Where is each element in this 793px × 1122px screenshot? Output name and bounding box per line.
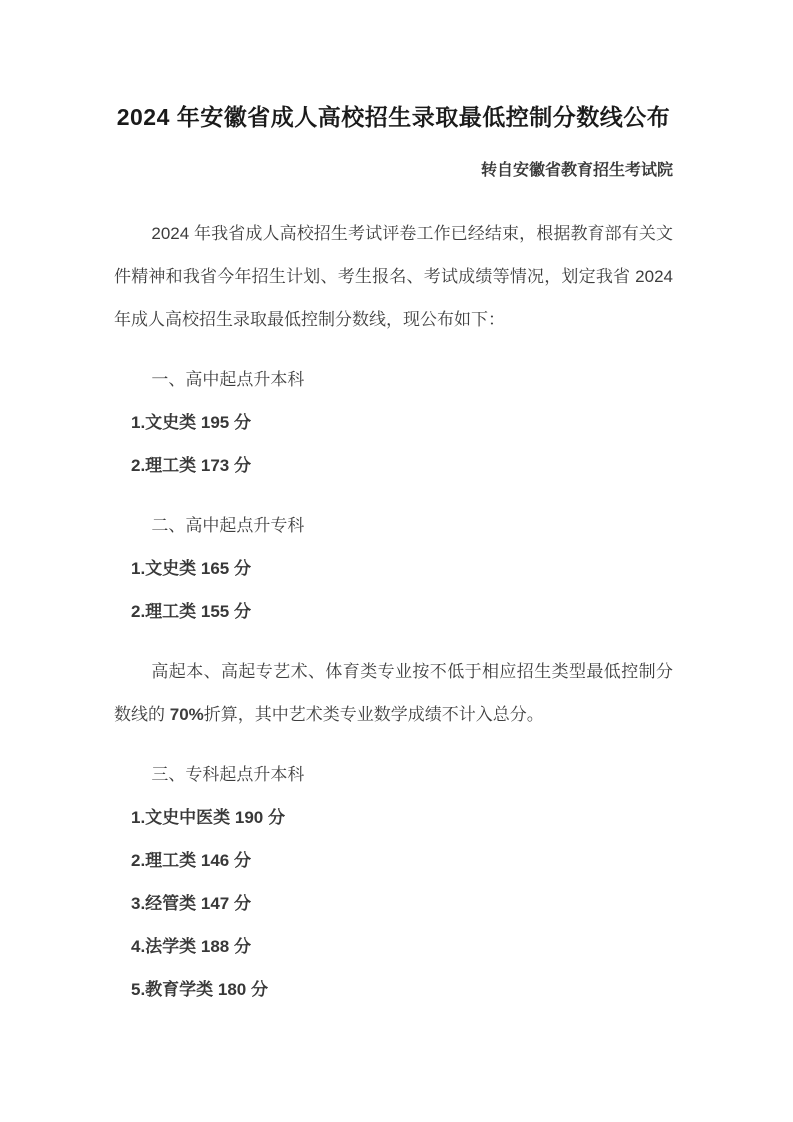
note-text-suffix: 折算，其中艺术类专业数学成绩不计入总分。 xyxy=(203,705,544,724)
section-heading-2: 二、高中起点升专科 xyxy=(151,516,305,535)
score-item: 2.理工类 146 分 xyxy=(131,851,251,870)
score-item: 5.教育学类 180 分 xyxy=(131,980,268,999)
score-item: 1.文史中医类 190 分 xyxy=(131,808,285,827)
score-item: 1.文史类 165 分 xyxy=(131,559,251,578)
note-paragraph xyxy=(114,650,673,736)
score-item: 2.理工类 155 分 xyxy=(131,602,251,621)
note-text-prefix: 高起本、高起专艺术、体育类专业按不低于相应招生类型最低控制分数线的 xyxy=(114,662,673,724)
attribution-line: 转自安徽省教育招生考试院 xyxy=(480,162,673,179)
score-item: 2.理工类 173 分 xyxy=(131,456,251,475)
document-title: 2024 年安徽省成人高校招生录取最低控制分数线公布 xyxy=(116,104,671,130)
score-item: 1.文史类 195 分 xyxy=(131,413,251,432)
section-heading-1: 一、高中起点升本科 xyxy=(151,370,305,389)
section-heading-3: 三、专科起点升本科 xyxy=(151,765,305,784)
score-item: 3.经管类 147 分 xyxy=(131,894,251,913)
score-item: 4.法学类 188 分 xyxy=(131,937,251,956)
intro-paragraph: 2024 年我省成人高校招生考试评卷工作已经结束，根据教育部有关文件精神和我省今年招生计划、考生报名、考试成绩等情况，划定我省 2024 年成人高校招生录取最低控制分数线，现公布如下： xyxy=(114,224,673,329)
note-percentage: 70% xyxy=(169,705,204,724)
